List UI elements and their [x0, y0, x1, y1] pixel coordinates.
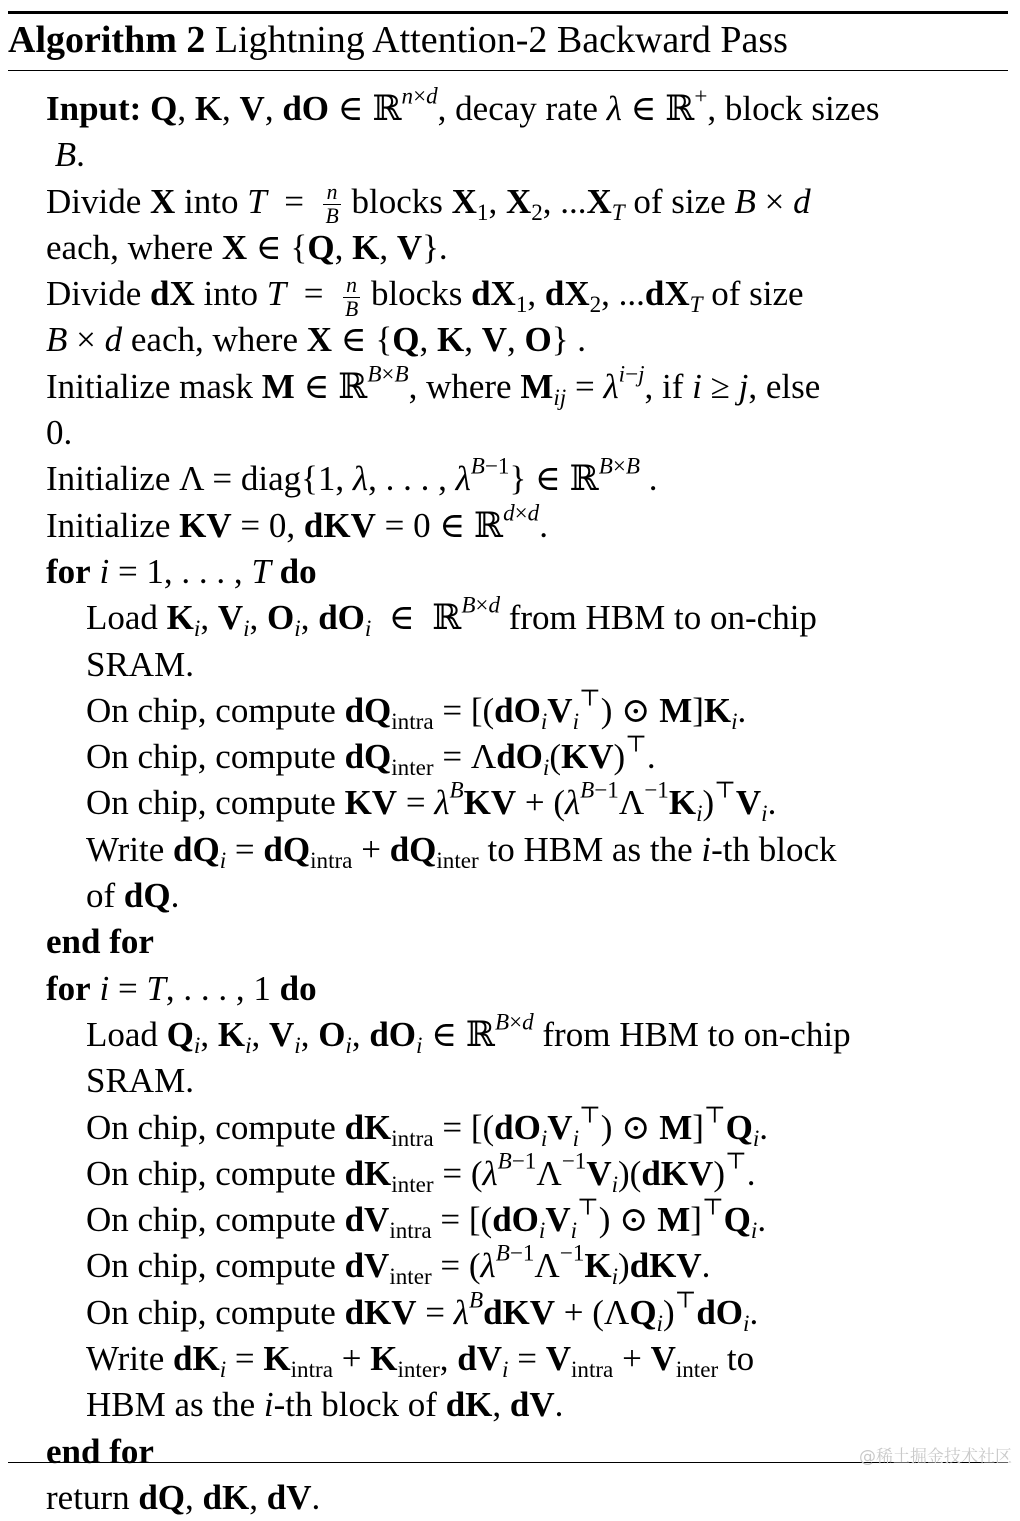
line-load-2: Load $Q_i$, $K_i$, $V_i$, $O_i$, $dO_i$ ∈ ℝ$^{B\times d}$ from HBM to on-chip: [86, 1008, 851, 1058]
line-input: Input: Q, K, V, dO ∈ ℝ$^{n\times d}$, decay rate λ ∈ ℝ+, block sizes: [46, 82, 880, 128]
line-for-forward: for i = 1, . . . , T do: [46, 551, 317, 591]
line-divide-x: Divide X into T = $\frac{n}{B}$ blocks $X_1$, $X_2$, $...X_T$ of size B × d: [46, 180, 811, 229]
line-load-1-cont: SRAM.: [86, 644, 194, 684]
line-init-mask-cont: 0.: [46, 413, 73, 453]
line-dk-inter: On chip, compute $dK_{inter} = (\lambda^{B-1}\Lambda^{-1}V_i)(dKV)^⊤$.: [86, 1147, 756, 1197]
line-write-dk-dv-cont: HBM as the i-th block of dK, dV.: [86, 1385, 564, 1425]
line-dq-inter: On chip, compute $dQ_{inter} = \Lambda dO_i(KV)^⊤$.: [86, 730, 656, 781]
line-dq-intra: On chip, compute $dQ_{intra} = [(dO_iV_i^⊤)$ ⊙ $M]K_i$.: [86, 684, 747, 734]
line-end-for-1: end for: [46, 922, 154, 962]
line-write-dk-dv: Write $dK_i = K_{intra} + K_{inter}$, $dV_i = V_{intra} + V_{inter}$ to: [86, 1339, 755, 1382]
line-write-dq-cont: of dQ.: [86, 876, 180, 916]
caption-rule: [8, 70, 1008, 71]
line-write-dq: Write $dQ_i = dQ_{intra} + dQ_{inter}$ to HBM as the i-th block: [86, 829, 837, 873]
line-init-lambda: Initialize Λ = diag{1, λ, . . . , $\lambda^{B-1}$} ∈ ℝ$^{B\times B}$ .: [46, 452, 658, 499]
line-end-for-2: end for: [46, 1431, 154, 1471]
line-for-backward: for i = T, . . . , 1 do: [46, 968, 317, 1008]
algorithm-caption: [8, 16, 788, 64]
bottom-rule: [8, 1462, 1008, 1463]
line-divide-dx: Divide dX into T = $\frac{n}{B}$ blocks $dX_1$, $dX_2$, $...dX_T$ of size: [46, 272, 804, 321]
line-divide-dx-cont: B × d each, where X ∈ {Q, K, V, O} .: [46, 320, 587, 360]
algorithm-label: Algorithm 2: [8, 19, 206, 61]
line-init-kv: Initialize KV = 0, dKV = 0 ∈ ℝ$^{d\times d}$.: [46, 499, 548, 545]
line-dv-intra: On chip, compute $dV_{intra} = [(dO_iV_i^⊤)$ ⊙ $M]^⊤Q_i$.: [86, 1193, 767, 1244]
line-dkv-update: On chip, compute dKV = $\lambda^BdKV + (\Lambda Q_i)^⊤dO_i$.: [86, 1286, 759, 1336]
line-block-size: B.: [54, 135, 85, 175]
line-dv-inter: On chip, compute $dV_{inter} = (\lambda^{B-1}\Lambda^{-1}K_i)dKV$.: [86, 1239, 711, 1290]
line-load-1: Load $K_i$, $V_i$, $O_i$, $dO_i$ ∈ ℝ$^{B\times d}$ from HBM to on-chip: [86, 591, 817, 642]
top-rule: [8, 11, 1008, 14]
algorithm-title: Lightning Attention-2 Backward Pass: [214, 19, 788, 61]
line-dk-intra: On chip, compute $dK_{intra} = [(dO_iV_i^⊤)$ ⊙ $M]^⊤Q_i$.: [86, 1100, 769, 1151]
line-kv-update: On chip, compute KV = $\lambda^BKV + (\lambda^{B-1}\Lambda^{-1}K_i)^⊤V_i$.: [86, 776, 777, 827]
line-return: return dQ, dK, dV.: [46, 1477, 321, 1517]
line-load-2-cont: SRAM.: [86, 1061, 194, 1101]
line-divide-x-cont: each, where X ∈ {Q, K, V}.: [46, 227, 448, 267]
watermark: @稀土掘金技术社区: [859, 1447, 1012, 1467]
algorithm-body: [46, 82, 1008, 1521]
line-init-mask: Initialize mask M ∈ ℝ$^{B\times B}$, where $M_{ij} = \lambda^{i-j}$, if i ≥ j, else: [46, 360, 821, 410]
